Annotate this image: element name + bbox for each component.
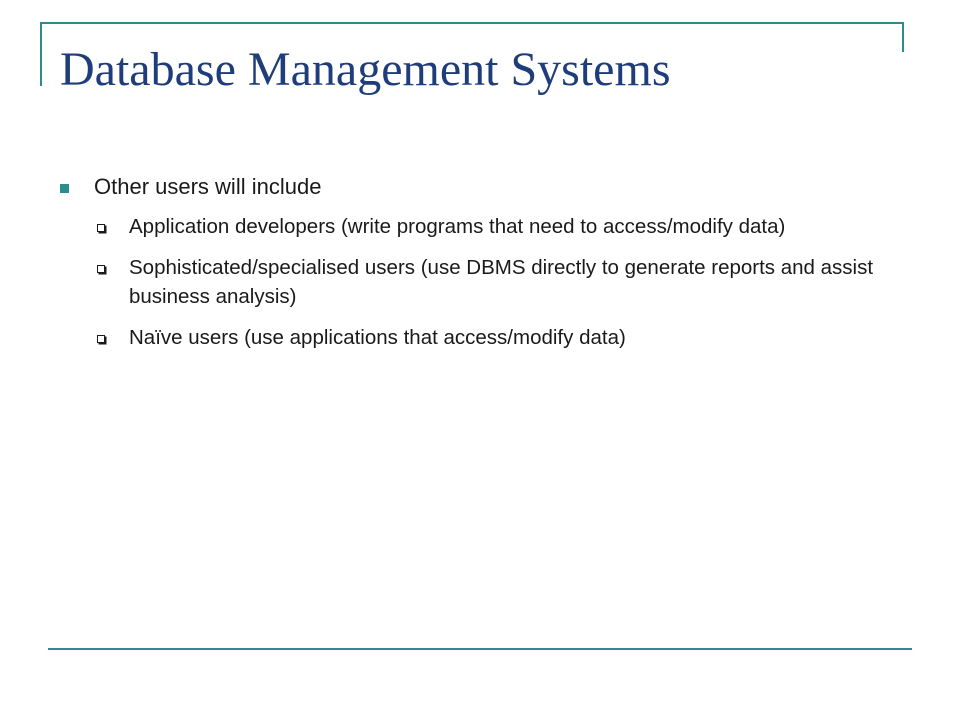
slide-title: Database Management Systems: [60, 43, 671, 96]
slide-content: [60, 172, 900, 364]
sub-bullet-text: Application developers (write programs that need to access/modify data): [129, 215, 786, 238]
bullet-item: [60, 172, 900, 202]
sub-bullet-item: [60, 212, 900, 241]
hollow-square-bullet-icon: [97, 265, 105, 273]
sub-bullet-item: [60, 253, 900, 311]
sub-bullet-item: [60, 323, 900, 352]
hollow-square-bullet-icon: [97, 335, 105, 343]
sub-bullet-text: Sophisticated/specialised users (use DBMS directly to generate reports and assist business analysis): [129, 256, 874, 308]
title-frame-left-line: [40, 22, 42, 86]
sub-bullet-text: Naïve users (use applications that access/modify data): [129, 326, 626, 349]
bullet-text: Other users will include: [94, 174, 322, 199]
title-frame-top-line: [40, 22, 904, 24]
hollow-square-bullet-icon: [97, 224, 105, 232]
footer-line: [48, 648, 912, 650]
title-frame-right-line: [902, 22, 904, 52]
teal-square-bullet-icon: [60, 184, 69, 193]
